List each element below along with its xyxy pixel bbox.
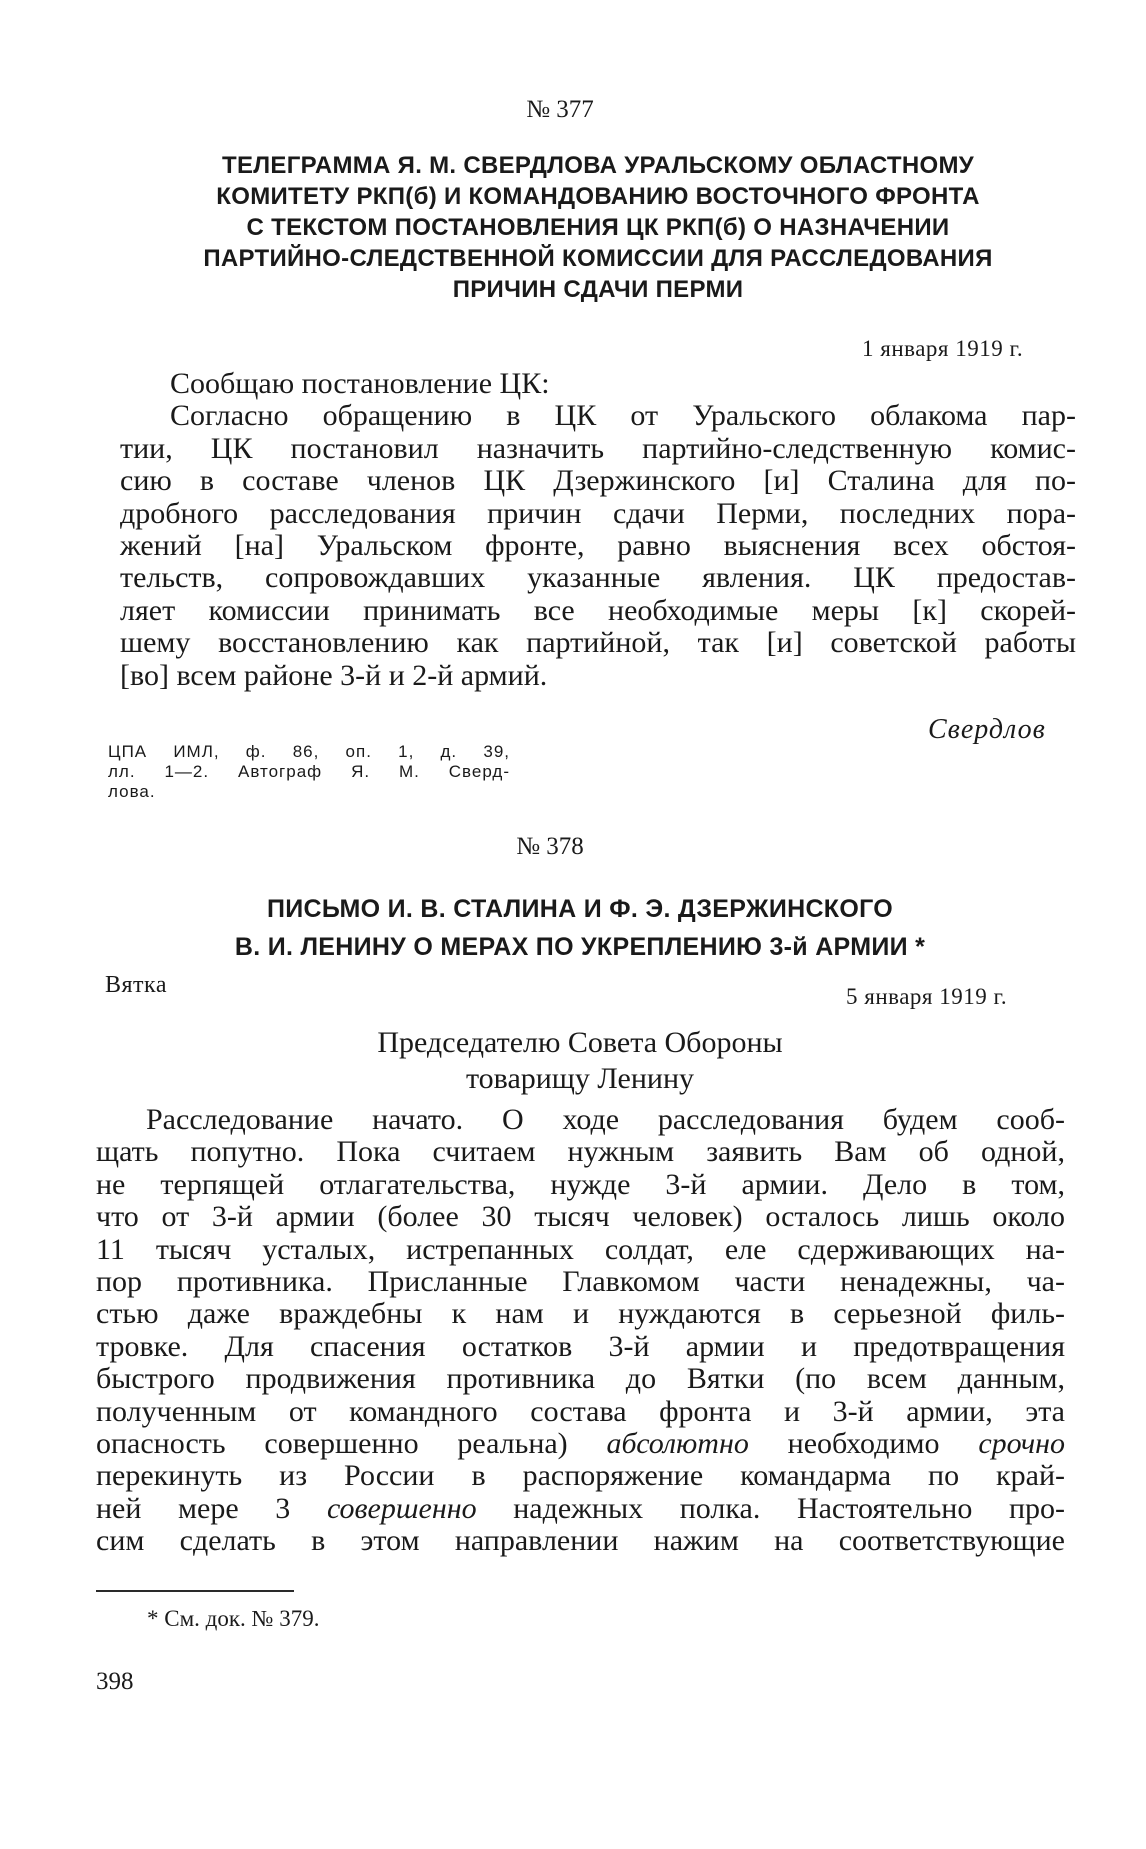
- doc378-heading-line: В. И. ЛЕНИНУ О МЕРАХ ПО УКРЕПЛЕНИЮ 3-й АРМИИ *: [234, 933, 926, 961]
- body-line: 11 тысяч усталых, истрепанных солдат, еле сдерживающих на-: [96, 1232, 1065, 1266]
- doc377-number: № 377: [526, 96, 594, 123]
- body-line: Сообщаю постановление ЦК:: [170, 367, 550, 400]
- doc378-address: [300, 1025, 860, 1097]
- doc377-heading-line: ТЕЛЕГРАММА Я. М. СВЕРДЛОВА УРАЛЬСКОМУ ОБЛАСТНОМУ: [222, 152, 974, 179]
- body-line: что от 3-й армии (более 30 тысяч человек) осталось лишь около: [96, 1200, 1065, 1234]
- doc378-date: 5 января 1919 г.: [846, 984, 1008, 1009]
- page-number: 398: [96, 1668, 134, 1695]
- body-line: не терпящей отлагательства, нужде 3-й армии. Дело в том,: [96, 1167, 1065, 1201]
- doc378-number: № 378: [516, 833, 584, 860]
- body-text: надежных полка. Настоятельно про-: [513, 1491, 1066, 1525]
- body-line: сию в составе членов ЦК Дзержинского [и] Сталина для по-: [120, 464, 1076, 498]
- archive-line: ЦПА ИМЛ, ф. 86, оп. 1, д. 39,: [108, 742, 510, 761]
- body-line: тровке. Для спасения остатков 3-й армии и предотвращения: [96, 1329, 1065, 1363]
- doc377-heading-line: С ТЕКСТОМ ПОСТАНОВЛЕНИЯ ЦК РКП(б) О НАЗНАЧЕНИИ: [246, 214, 950, 241]
- emphasis-text: совершенно: [326, 1491, 477, 1525]
- body-line: Расследование начато. О ходе расследования будем сооб-: [146, 1103, 1065, 1136]
- body-line: [96, 1428, 1065, 1460]
- emphasis-text: абсолютно: [606, 1427, 749, 1461]
- doc377-heading-line: КОМИТЕТУ РКП(б) И КОМАНДОВАНИЮ ВОСТОЧНОГО ФРОНТА: [216, 183, 980, 210]
- body-line: ляет комиссии принимать все необходимые меры [к] скорей-: [120, 593, 1076, 627]
- body-line: [96, 1493, 1065, 1525]
- doc377-body: [120, 368, 1076, 692]
- body-text: опасность совершенно реальна): [96, 1427, 568, 1461]
- doc378-heading: [150, 890, 1010, 966]
- footnote: * См. док. № 379.: [147, 1606, 320, 1631]
- body-line: тельств, сопровождавших указанные явления. ЦК предостав-: [120, 561, 1076, 595]
- body-line: стью даже враждебны к нам и нуждаются в серьезной филь-: [96, 1297, 1065, 1331]
- body-line: перекинуть из России в распоряжение командарма по край-: [96, 1459, 1065, 1493]
- doc377-heading-line: ПАРТИЙНО-СЛЕДСТВЕННОЙ КОМИССИИ ДЛЯ РАССЛЕДОВАНИЯ: [203, 245, 993, 272]
- body-line: жений [на] Уральском фронте, равно выяснения всех обстоя-: [120, 529, 1076, 563]
- body-line: полученным от командного состава фронта и 3-й армии, эта: [96, 1394, 1065, 1428]
- doc377-heading-line: ПРИЧИН СДАЧИ ПЕРМИ: [452, 276, 744, 303]
- body-line: тии, ЦК постановил назначить партийно-следственную комис-: [120, 431, 1076, 465]
- archive-line: лл. 1—2. Автограф Я. М. Сверд-: [108, 762, 510, 781]
- archive-line: лова.: [108, 782, 156, 801]
- body-line: [во] всем районе 3-й и 2-й армий.: [120, 658, 548, 692]
- body-text: ней мере 3: [96, 1491, 291, 1525]
- address-line: Председателю Совета Обороны: [377, 1026, 783, 1059]
- body-line: пор противника. Присланные Главкомом части ненадежны, ча-: [96, 1265, 1065, 1299]
- body-line: быстрого продвижения противника до Вятки (по всем данным,: [96, 1362, 1065, 1396]
- body-line: щать попутно. Пока считаем нужным заявить Вам об одной,: [96, 1135, 1065, 1169]
- doc378-heading-line: ПИСЬМО И. В. СТАЛИНА И Ф. Э. ДЗЕРЖИНСКОГО: [267, 895, 893, 923]
- body-line: Согласно обращению в ЦК от Уральского облакома пар-: [170, 399, 1076, 433]
- address-line: товарищу Ленину: [465, 1062, 695, 1095]
- emphasis-text: срочно: [978, 1427, 1066, 1461]
- doc377-heading: [118, 150, 1078, 305]
- doc377-signature: Свердлов: [928, 714, 1046, 745]
- body-line: шему восстановлению как партийной, так [и] советской работы: [120, 626, 1076, 660]
- doc377-date: 1 января 1919 г.: [862, 336, 1024, 361]
- footnote-divider: [96, 1590, 294, 1592]
- body-text: необходимо: [787, 1427, 940, 1461]
- doc378-body: [96, 1104, 1065, 1558]
- doc378-place: Вятка: [105, 972, 167, 998]
- body-line: сим сделать в этом направлении нажим на соответствующие: [96, 1524, 1065, 1558]
- doc377-archive-reference: [108, 742, 510, 802]
- body-line: дробного расследования причин сдачи Перми, последних пора-: [120, 496, 1076, 530]
